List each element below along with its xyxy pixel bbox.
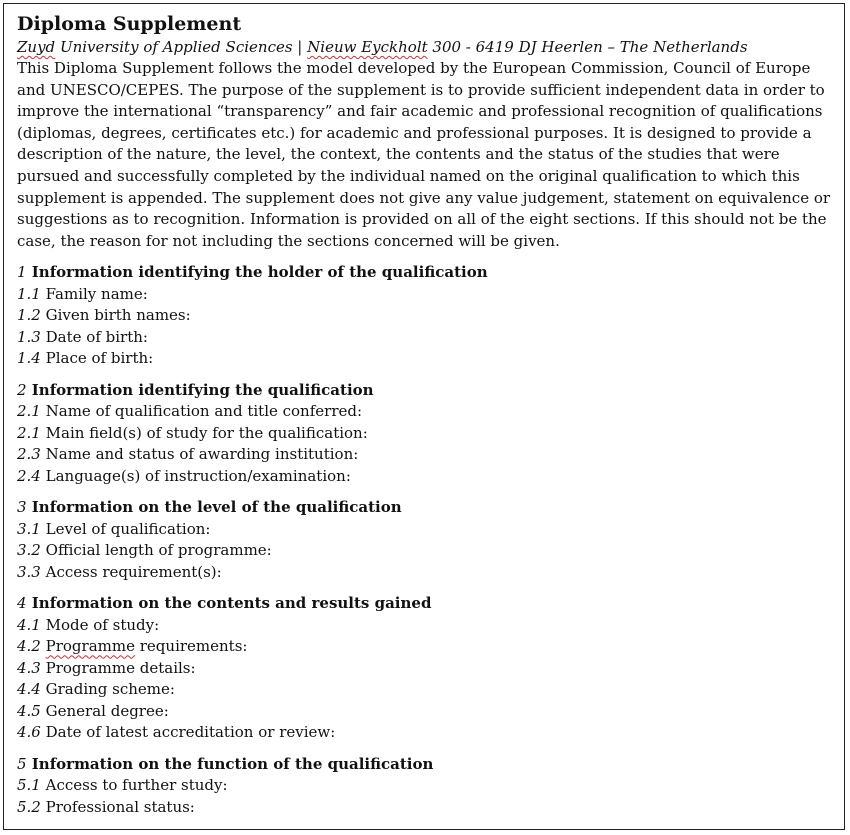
field-row — [17, 327, 837, 349]
section-heading — [17, 380, 837, 402]
field-label: Access requirement(s): — [45, 562, 222, 581]
field-number: 4.3 — [17, 658, 41, 677]
document-content — [17, 12, 837, 818]
section-3 — [17, 497, 837, 583]
field-number: 3.1 — [17, 519, 41, 538]
field-row — [17, 562, 837, 584]
section-heading — [17, 497, 837, 519]
field-row — [17, 797, 837, 819]
diploma-supplement-document — [3, 3, 845, 830]
section-title: Information on the function of the qualification — [31, 754, 434, 773]
subtitle-part1: Zuyd — [17, 38, 56, 56]
subtitle-part3: Nieuw Eyckholt — [307, 38, 428, 56]
field-label: Programme requirements: — [45, 637, 248, 656]
field-label: Family name: — [45, 284, 148, 303]
field-row — [17, 722, 837, 744]
spellcheck-word: Programme — [45, 637, 135, 656]
document-title: Diploma Supplement — [17, 13, 242, 35]
field-label: Grading scheme: — [45, 680, 175, 699]
field-label: Level of qualification: — [45, 519, 211, 538]
field-number: 2.4 — [17, 466, 41, 485]
field-number: 2.1 — [17, 423, 41, 442]
field-label: Main field(s) of study for the qualification: — [45, 423, 368, 442]
intro-paragraph: This Diploma Supplement follows the model developed by the European Commission, Council of Europe and UNESCO/CEPES. The purpose of the supplement is to provide sufficient independent data in order to improve the international “transparency” and fair academic and professional recognition of qualifications (diplomas, degrees, certificates etc.) for academic and professional purposes. It is designed to provide a description of the nature, the level, the context, the contents and the status of the studies that were pursued and successfully completed by the individual named on the original qualification to which this supplement is appended. The supplement does not give any value judgement, statement on equivalence or suggestions as to recognition. Information is provided on all of the eight sections. If this should not be the case, the reason for not including the sections concerned will be given. — [17, 59, 831, 250]
field-row — [17, 305, 837, 327]
section-number: 4 — [17, 594, 27, 613]
section-number: 1 — [17, 263, 27, 282]
field-row — [17, 444, 837, 466]
section-title: Information identifying the holder of the qualification — [31, 263, 488, 282]
field-label: Language(s) of instruction/examination: — [45, 466, 351, 485]
subtitle-part2: University of Applied Sciences | — [55, 38, 308, 56]
field-row — [17, 679, 837, 701]
section-title: Information identifying the qualification — [31, 380, 374, 399]
field-label: Date of latest accreditation or review: — [45, 723, 336, 742]
section-heading — [17, 593, 837, 615]
field-label: General degree: — [45, 701, 169, 720]
field-label: Programme details: — [45, 658, 196, 677]
sections-list — [17, 262, 837, 818]
field-label: Access to further study: — [45, 776, 228, 795]
field-number: 4.4 — [17, 680, 41, 699]
section-number: 3 — [17, 498, 27, 517]
field-number: 3.2 — [17, 541, 41, 560]
section-number: 2 — [17, 380, 27, 399]
field-label: Professional status: — [45, 797, 195, 816]
field-label: Mode of study: — [45, 615, 160, 634]
section-heading — [17, 754, 837, 776]
field-number: 1.4 — [17, 349, 41, 368]
field-row — [17, 658, 837, 680]
field-label: Name and status of awarding institution: — [45, 445, 359, 464]
section-1 — [17, 262, 837, 370]
section-heading — [17, 262, 837, 284]
field-row — [17, 775, 837, 797]
field-row — [17, 423, 837, 445]
field-number: 1.2 — [17, 306, 41, 325]
field-number: 3.3 — [17, 562, 41, 581]
section-number: 5 — [17, 754, 27, 773]
field-row — [17, 284, 837, 306]
field-row — [17, 701, 837, 723]
field-label: Official length of programme: — [45, 541, 272, 560]
field-row — [17, 540, 837, 562]
section-4 — [17, 593, 837, 744]
field-number: 4.6 — [17, 723, 41, 742]
field-label: Date of birth: — [45, 327, 148, 346]
field-label: Given birth names: — [45, 306, 191, 325]
section-title: Information on the level of the qualification — [31, 498, 402, 517]
field-row — [17, 615, 837, 637]
field-row — [17, 401, 837, 423]
field-number: 2.3 — [17, 445, 41, 464]
field-number: 4.2 — [17, 637, 41, 656]
subtitle-part4: 300 - 6419 DJ Heerlen – The Netherlands — [427, 38, 748, 56]
field-label: Name of qualification and title conferred: — [45, 402, 363, 421]
field-label: Place of birth: — [45, 349, 154, 368]
field-number: 1.1 — [17, 284, 41, 303]
institution-address — [17, 37, 837, 58]
field-row — [17, 636, 837, 658]
field-number: 4.1 — [17, 615, 41, 634]
field-row — [17, 466, 837, 488]
field-number: 4.5 — [17, 701, 41, 720]
field-row — [17, 519, 837, 541]
field-number: 5.1 — [17, 776, 41, 795]
field-number: 2.1 — [17, 402, 41, 421]
field-number: 1.3 — [17, 327, 41, 346]
field-row — [17, 348, 837, 370]
section-5 — [17, 754, 837, 819]
section-2 — [17, 380, 837, 488]
section-title: Information on the contents and results gained — [31, 594, 432, 613]
field-number: 5.2 — [17, 797, 41, 816]
